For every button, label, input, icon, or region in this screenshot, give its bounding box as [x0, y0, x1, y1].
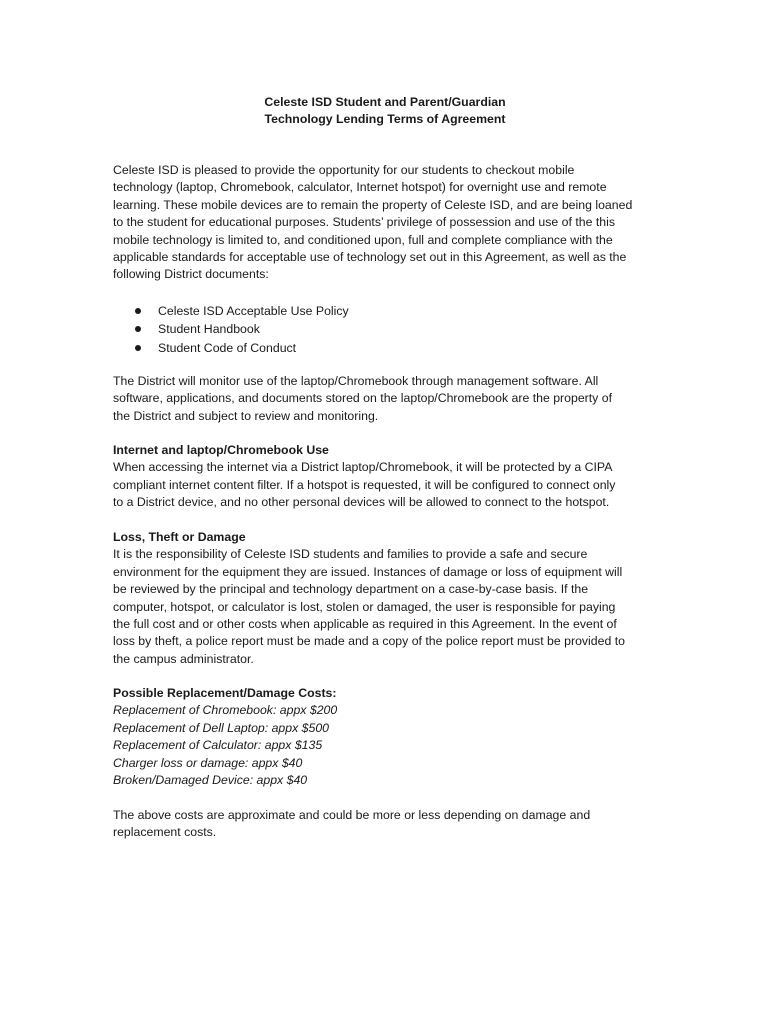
list-item-label: Celeste ISD Acceptable Use Policy: [158, 304, 349, 318]
intro-line: to the student for educational purposes. Students’ privilege of possession and use of the this: [113, 215, 615, 230]
section-heading: Possible Replacement/Damage Costs:: [113, 686, 337, 700]
monitoring-paragraph: [113, 373, 658, 425]
intro-line: applicable standards for acceptable use of technology set out in this Agreement, as well as the: [113, 250, 627, 265]
intro-line: Celeste ISD is pleased to provide the opportunity for our students to checkout mobile: [113, 163, 575, 177]
monitoring-line: software, applications, and documents stored on the laptop/Chromebook are the property of: [113, 391, 613, 406]
cost-item: Replacement of Chromebook: appx $200: [113, 703, 338, 718]
costs-section: [113, 685, 658, 789]
section-line: loss by theft, a police report must be made and a copy of the police report must be provided to: [113, 634, 625, 649]
list-item: [113, 320, 633, 338]
loss-theft-damage-section: [113, 529, 658, 668]
closing-line: The above costs are approximate and could be more or less depending on damage and: [113, 808, 591, 822]
monitoring-line: The District will monitor use of the laptop/Chromebook through management software. All: [113, 374, 599, 388]
section-heading: Internet and laptop/Chromebook Use: [113, 443, 329, 457]
bullet-icon: [135, 345, 141, 351]
list-item-label: Student Code of Conduct: [158, 340, 297, 355]
section-line: to a District device, and no other personal devices will be allowed to connect to the hotspot.: [113, 495, 610, 510]
section-line: compliant internet content filter. If a hotspot is requested, it will be configured to connect only: [113, 477, 616, 492]
district-documents-list: [113, 302, 633, 357]
list-item-label: Student Handbook: [158, 322, 260, 337]
intro-paragraph: [113, 162, 658, 284]
internet-section: [113, 442, 658, 512]
cost-item: Replacement of Dell Laptop: appx $500: [113, 720, 330, 735]
list-item: [113, 302, 633, 320]
section-line: When accessing the internet via a District laptop/Chromebook, it will be protected by a CIPA: [113, 460, 613, 475]
section-line: the full cost and or other costs when applicable as required in this Agreement. In the event of: [113, 617, 617, 632]
section-line: computer, hotspot, or calculator is lost, stolen or damaged, the user is responsible for paying: [113, 599, 616, 614]
section-line: be reviewed by the principal and technology department on a case-by-case basis. If the: [113, 582, 589, 597]
document-title-line-1: Celeste ISD Student and Parent/Guardian: [264, 95, 506, 109]
closing-line: replacement costs.: [113, 825, 217, 840]
section-line: environment for the equipment they are issued. Instances of damage or loss of equipment will: [113, 564, 623, 579]
section-heading: Loss, Theft or Damage: [113, 530, 246, 544]
intro-line: technology (laptop, Chromebook, calculator, Internet hotspot) for overnight use and remote: [113, 180, 607, 195]
cost-item: Broken/Damaged Device: appx $40: [113, 773, 308, 788]
list-item: [113, 339, 633, 357]
section-line: the campus administrator.: [113, 651, 254, 666]
bullet-icon: [135, 326, 141, 332]
section-line: It is the responsibility of Celeste ISD students and families to provide a safe and secure: [113, 547, 588, 562]
cost-item: Replacement of Calculator: appx $135: [113, 738, 323, 753]
monitoring-line: the District and subject to review and monitoring.: [113, 408, 379, 423]
cost-item: Charger loss or damage: appx $40: [113, 755, 303, 770]
intro-line: learning. These mobile devices are to remain the property of Celeste ISD, and are being loaned: [113, 197, 633, 212]
bullet-icon: [135, 308, 141, 314]
intro-line: mobile technology is limited to, and conditioned upon, full and complete compliance with the: [113, 232, 613, 247]
closing-paragraph: [113, 807, 658, 842]
intro-line: following District documents:: [113, 267, 269, 282]
document-title-line-2: Technology Lending Terms of Agreement: [264, 112, 506, 126]
